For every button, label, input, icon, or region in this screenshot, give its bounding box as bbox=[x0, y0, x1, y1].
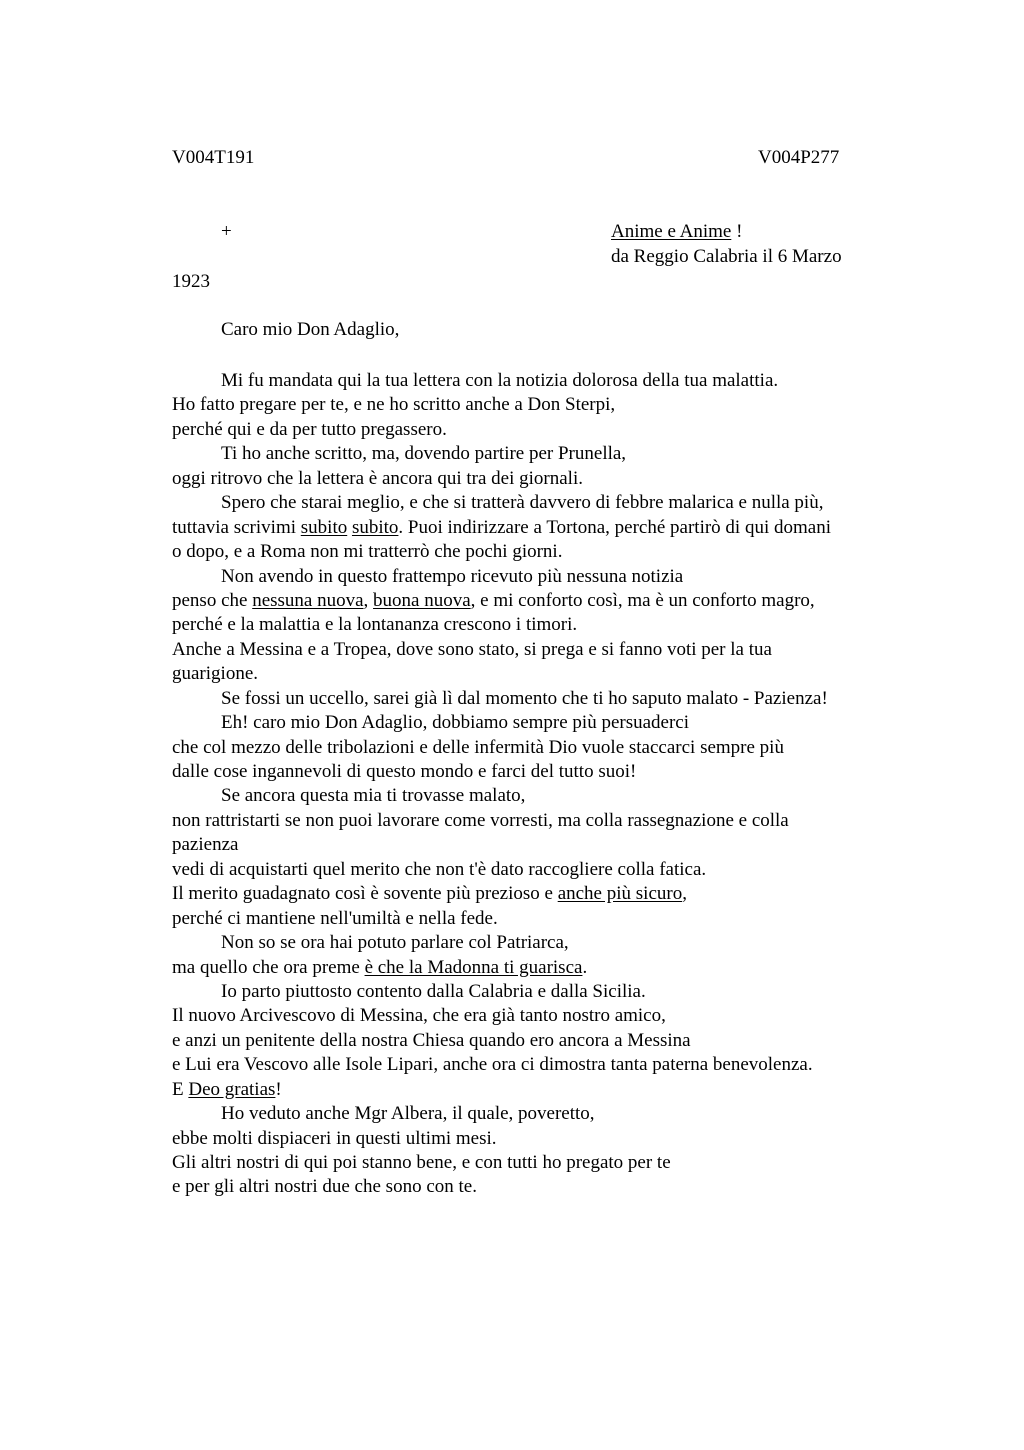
text-segment: Spero che starai meglio, e che si tratterà davvero di febbre malarica e nulla più, bbox=[221, 492, 824, 514]
text-segment: non rattristarti se non puoi lavorare come vorresti, ma colla rassegnazione e colla bbox=[172, 809, 789, 831]
text-line bbox=[172, 467, 892, 491]
date-year: 1923 bbox=[172, 271, 210, 292]
text-segment: E bbox=[172, 1078, 189, 1100]
text-line bbox=[172, 736, 892, 760]
text-line bbox=[172, 907, 892, 931]
text-segment: Io parto piuttosto contento dalla Calabria e dalla Sicilia. bbox=[221, 980, 646, 1002]
document-code-right: V004P277 bbox=[758, 147, 840, 168]
text-line bbox=[172, 711, 892, 735]
text-segment: dalle cose ingannevoli di questo mondo e farci del tutto suoi! bbox=[172, 761, 637, 782]
text-segment: Non avendo in questo frattempo ricevuto più nessuna notizia bbox=[221, 565, 684, 587]
text-segment: guarigione. bbox=[172, 663, 259, 685]
text-segment: e Lui era Vescovo alle Isole Lipari, anche ora ci dimostra tanta paterna benevolenza. bbox=[172, 1054, 813, 1076]
text-line bbox=[172, 662, 892, 686]
text-line bbox=[172, 1029, 892, 1053]
text-line bbox=[172, 1004, 892, 1028]
text-segment: Gli altri nostri di qui poi stanno bene, e con tutti ho pregato per te bbox=[172, 1152, 671, 1173]
text-line bbox=[172, 516, 892, 540]
underlined-text: nessuna nuova bbox=[252, 589, 364, 611]
text-line bbox=[172, 1175, 892, 1199]
motto-suffix: ! bbox=[731, 221, 743, 242]
underlined-text: buona nuova bbox=[373, 589, 471, 611]
place-date: da Reggio Calabria il 6 Marzo bbox=[611, 246, 842, 267]
text-segment: Il nuovo Arcivescovo di Messina, che era già tanto nostro amico, bbox=[172, 1005, 666, 1027]
text-line bbox=[172, 1127, 892, 1151]
text-segment: Eh! caro mio Don Adaglio, dobbiamo sempre più persuaderci bbox=[221, 712, 690, 734]
text-segment: o dopo, e a Roma non mi tratterrò che pochi giorni. bbox=[172, 541, 563, 563]
text-line bbox=[172, 980, 892, 1004]
text-segment: penso che bbox=[172, 589, 253, 611]
text-segment: Il merito guadagnato così è sovente più prezioso e bbox=[172, 883, 558, 905]
text-segment: ma quello che ora preme bbox=[172, 956, 365, 978]
text-segment: perché qui e da per tutto pregassero. bbox=[172, 418, 447, 440]
text-line bbox=[172, 418, 892, 442]
text-segment: ebbe molti dispiaceri in questi ultimi mesi. bbox=[172, 1127, 497, 1149]
text-line bbox=[172, 540, 892, 564]
underlined-text: subito bbox=[351, 516, 399, 538]
text-line bbox=[172, 1151, 892, 1175]
document-code-left: V004T191 bbox=[172, 147, 255, 168]
underlined-text: è che la Madonna ti guarisca bbox=[364, 956, 583, 978]
text-line bbox=[172, 931, 892, 955]
text-segment: che col mezzo delle tribolazioni e delle infermità Dio vuole staccarci sempre più bbox=[172, 736, 784, 758]
letter-body bbox=[172, 369, 892, 1200]
text-segment: Se ancora questa mia ti trovasse malato, bbox=[221, 785, 526, 807]
text-segment: Non so se ora hai potuto parlare col Patriarca, bbox=[221, 932, 569, 954]
text-segment: Se fossi un uccello, sarei già lì dal momento che ti ho saputo malato - Pazienza! bbox=[221, 687, 828, 709]
text-line bbox=[172, 809, 892, 833]
text-line bbox=[172, 687, 892, 711]
text-segment: Ho veduto anche Mgr Albera, il quale, poveretto, bbox=[221, 1103, 595, 1125]
text-line bbox=[172, 1102, 892, 1126]
text-segment: ! bbox=[275, 1078, 282, 1100]
underlined-text: subito bbox=[300, 516, 348, 538]
text-segment: , e mi conforto così, ma è un conforto magro, bbox=[470, 589, 815, 611]
text-line bbox=[172, 491, 892, 515]
text-segment: . Puoi indirizzare a Tortona, perché partirò di qui domani bbox=[398, 516, 831, 538]
text-segment: perché ci mantiene nell'umiltà e nella fede. bbox=[172, 907, 498, 929]
text-line bbox=[172, 565, 892, 589]
text-line bbox=[172, 833, 892, 857]
text-line bbox=[172, 442, 892, 466]
text-line bbox=[172, 784, 892, 808]
text-segment: vedi di acquistarti quel merito che non t'è dato raccogliere colla fatica. bbox=[172, 858, 707, 880]
text-segment: Anche a Messina e a Tropea, dove sono stato, si prega e si fanno voti per la tua bbox=[172, 638, 772, 660]
text-line bbox=[172, 369, 892, 393]
text-line bbox=[172, 613, 892, 637]
text-segment: . bbox=[582, 956, 588, 978]
text-line bbox=[172, 760, 892, 784]
text-line bbox=[172, 882, 892, 906]
motto bbox=[611, 222, 742, 242]
underlined-text: Deo gratias bbox=[188, 1078, 276, 1100]
text-segment: e anzi un penitente della nostra Chiesa quando ero ancora a Messina bbox=[172, 1029, 691, 1051]
salutation: Caro mio Don Adaglio, bbox=[221, 319, 400, 340]
text-line bbox=[172, 956, 892, 980]
text-line bbox=[172, 1078, 892, 1102]
text-line bbox=[172, 393, 892, 417]
text-segment: Mi fu mandata qui la tua lettera con la notizia dolorosa della tua malattia. bbox=[221, 370, 779, 391]
text-segment: oggi ritrovo che la lettera è ancora qui tra dei giornali. bbox=[172, 467, 583, 489]
text-line bbox=[172, 858, 892, 882]
cross-symbol: + bbox=[221, 221, 232, 242]
underlined-text: anche più sicuro bbox=[557, 883, 683, 905]
text-line bbox=[172, 589, 892, 613]
text-segment: pazienza bbox=[172, 834, 239, 856]
text-segment: , bbox=[363, 589, 374, 611]
text-segment: Ti ho anche scritto, ma, dovendo partire per Prunella, bbox=[221, 443, 627, 465]
text-segment: e per gli altri nostri due che sono con te. bbox=[172, 1176, 477, 1198]
text-line bbox=[172, 638, 892, 662]
text-segment: Ho fatto pregare per te, e ne ho scritto anche a Don Sterpi, bbox=[172, 394, 616, 416]
motto-underlined: Anime e Anime bbox=[611, 221, 732, 242]
text-segment: tuttavia scrivimi bbox=[172, 516, 301, 538]
text-line bbox=[172, 1053, 892, 1077]
text-segment: perché e la malattia e la lontananza crescono i timori. bbox=[172, 614, 578, 636]
text-segment: , bbox=[682, 883, 687, 905]
